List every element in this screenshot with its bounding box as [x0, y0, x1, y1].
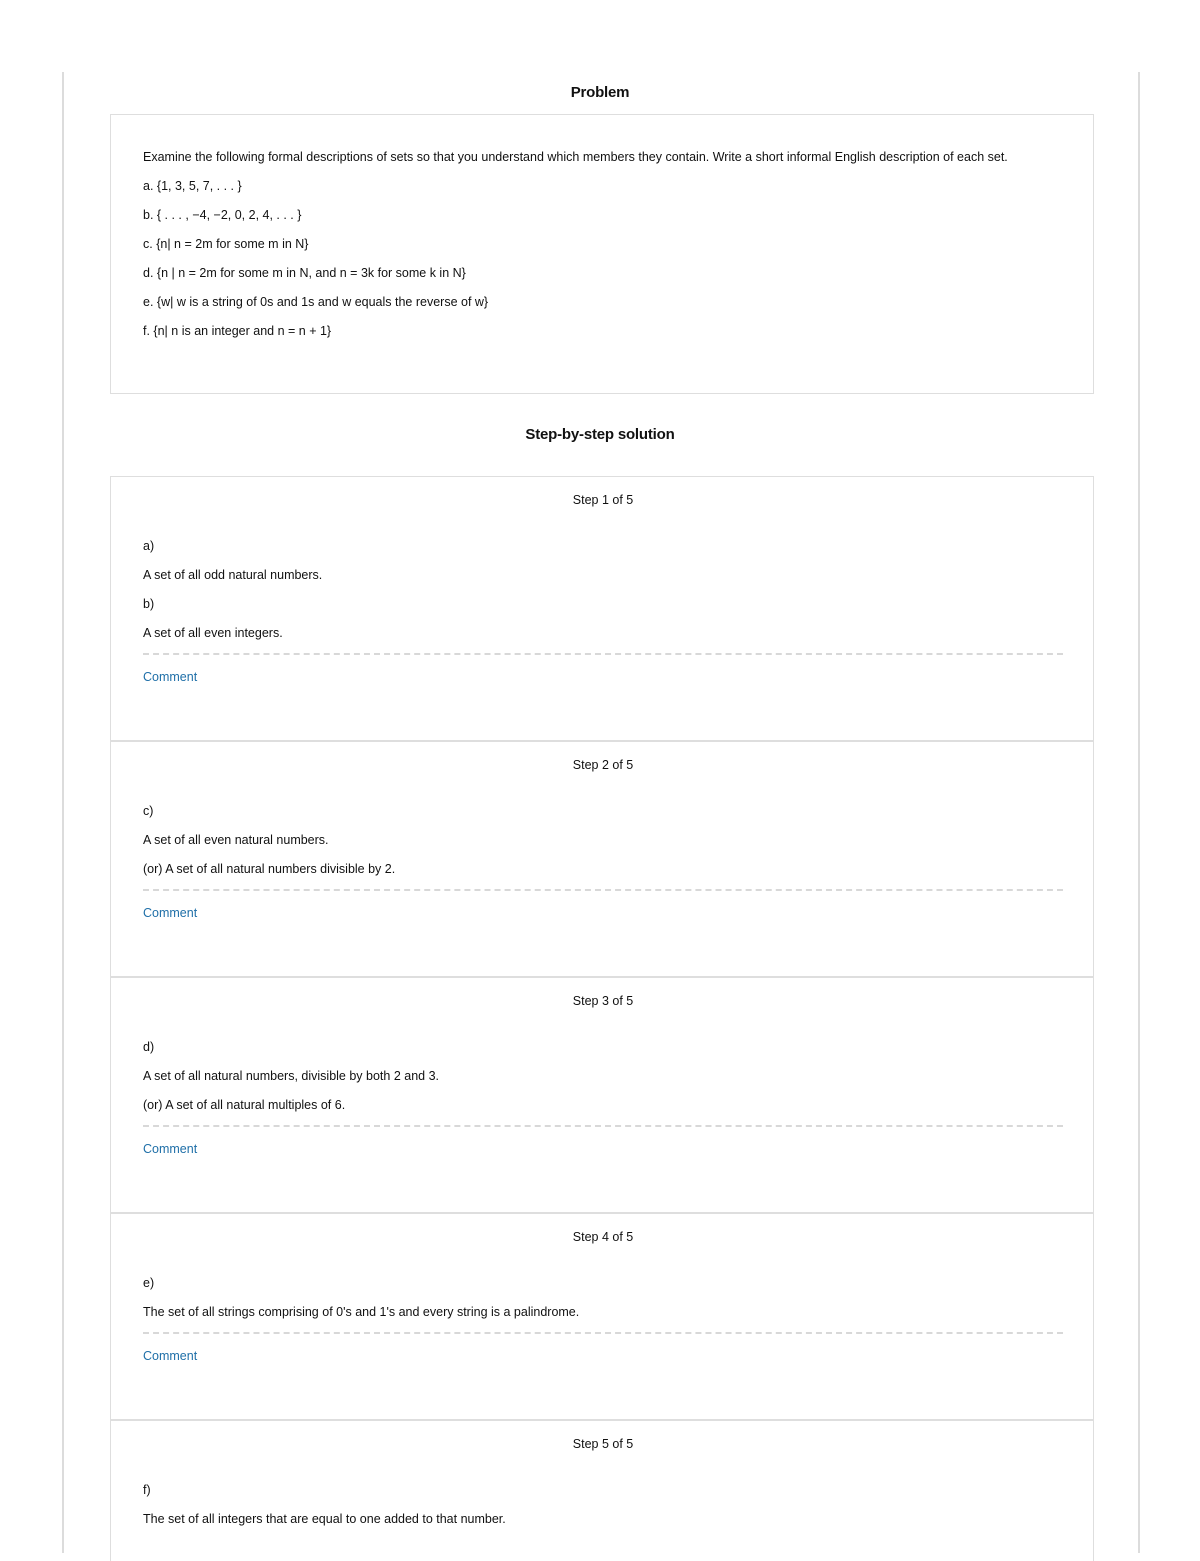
- step-header: Step 4 of 5: [572, 1230, 634, 1244]
- step-text: f): [143, 1483, 151, 1497]
- step-text: The set of all integers that are equal to one added to that number.: [143, 1512, 506, 1526]
- step-text: A set of all even natural numbers.: [143, 833, 329, 847]
- step-4: [111, 1214, 1093, 1421]
- problem-box: [110, 114, 1094, 394]
- step-header: Step 3 of 5: [572, 994, 634, 1008]
- dashed-divider: [143, 889, 1063, 891]
- step-2: [111, 742, 1093, 978]
- problem-intro: Examine the following formal descriptions of sets so that you understand which members they contain. Write a short informal English description of each set.: [143, 150, 1008, 164]
- step-text: The set of all strings comprising of 0's and 1's and every string is a palindrome.: [143, 1305, 580, 1319]
- problem-heading: Problem: [570, 84, 630, 101]
- step-header: Step 1 of 5: [572, 493, 634, 507]
- step-text: A set of all natural numbers, divisible by both 2 and 3.: [143, 1069, 440, 1083]
- step-3: [111, 978, 1093, 1214]
- comment-link[interactable]: Comment: [143, 670, 198, 684]
- dashed-divider: [143, 1332, 1063, 1334]
- dashed-divider: [143, 653, 1063, 655]
- step-text: a): [143, 539, 155, 553]
- step-text: c): [143, 804, 154, 818]
- problem-item-f: f. {n| n is an integer and n = n + 1}: [143, 324, 332, 338]
- dashed-divider: [143, 1125, 1063, 1127]
- step-text: d): [143, 1040, 155, 1054]
- step-text: (or) A set of all natural numbers divisible by 2.: [143, 862, 396, 876]
- solution-steps: [110, 476, 1094, 1561]
- comment-link[interactable]: Comment: [143, 1142, 198, 1156]
- step-header: Step 5 of 5: [572, 1437, 634, 1451]
- comment-link[interactable]: Comment: [143, 1349, 198, 1363]
- step-text: A set of all odd natural numbers.: [143, 568, 323, 582]
- problem-item-b: b. { . . . , −4, −2, 0, 2, 4, . . . }: [143, 208, 302, 222]
- step-text: (or) A set of all natural multiples of 6.: [143, 1098, 346, 1112]
- step-text: b): [143, 597, 155, 611]
- problem-item-a: a. {1, 3, 5, 7, . . . }: [143, 179, 242, 193]
- step-text: A set of all even integers.: [143, 626, 283, 640]
- step-1: [111, 477, 1093, 742]
- problem-item-e: e. {w| w is a string of 0s and 1s and w equals the reverse of w}: [143, 295, 489, 309]
- step-header: Step 2 of 5: [572, 758, 634, 772]
- solution-heading: Step-by-step solution: [525, 426, 675, 443]
- problem-item-d: d. {n | n = 2m for some m in N, and n = 3k for some k in N}: [143, 266, 466, 280]
- step-text: e): [143, 1276, 155, 1290]
- comment-link[interactable]: Comment: [143, 906, 198, 920]
- step-5: [111, 1421, 1093, 1561]
- problem-item-c: c. {n| n = 2m for some m in N}: [143, 237, 309, 251]
